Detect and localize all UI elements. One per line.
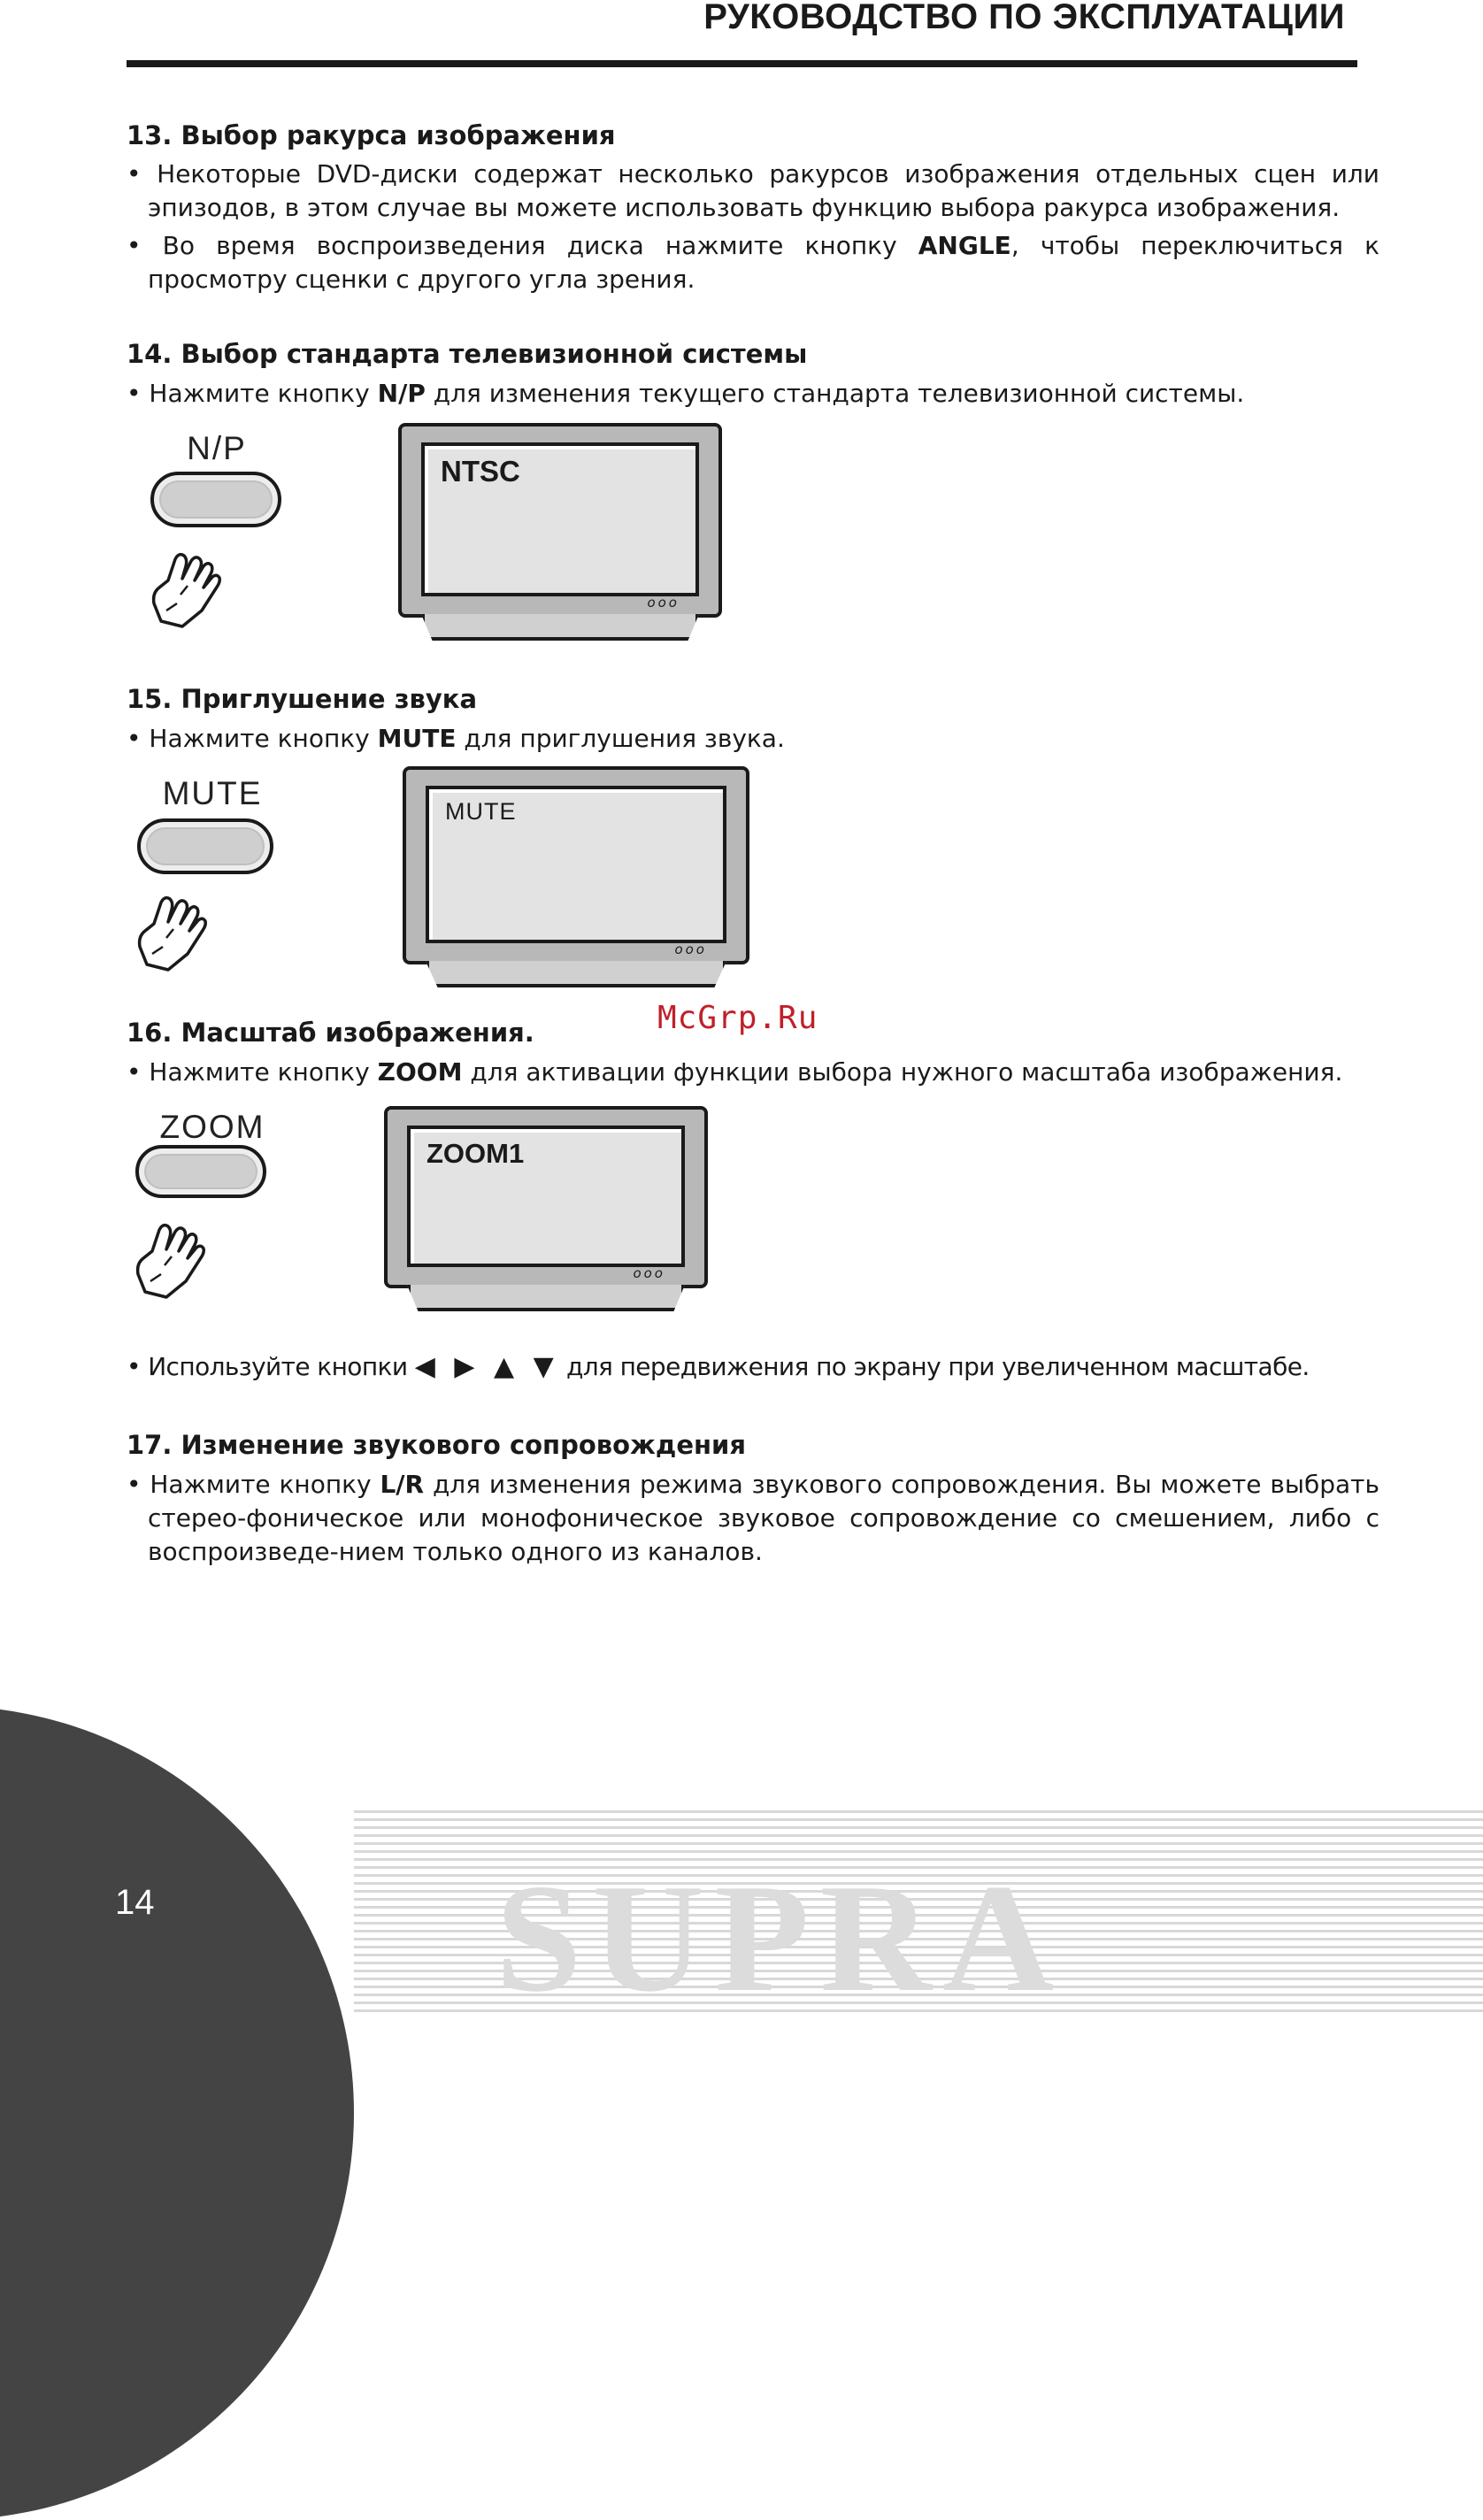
angle-key-label: ANGLE bbox=[918, 231, 1011, 260]
pointing-hand-icon bbox=[133, 1212, 212, 1301]
section-13-paragraph-1: • Некоторые DVD-диски содержат несколько ракурсов изображения отдельных сцен или эпизодов, в этом случае вы можете использовать функцию выбора ракурса изображения. bbox=[127, 159, 1379, 222]
section-15-paragraph-1: • Нажмите кнопку MUTE для приглушения звука. bbox=[127, 724, 785, 753]
lr-key-label: L/R bbox=[380, 1470, 425, 1499]
np-remote-label: N/P bbox=[187, 430, 247, 466]
zoom-key-label: ZOOM bbox=[377, 1057, 463, 1087]
mute-remote-button bbox=[137, 818, 273, 874]
arrow-keys-icons: ◀ ▶ ▲ ▼ bbox=[414, 1351, 559, 1382]
tv-screen bbox=[421, 442, 699, 596]
zoom-remote-button bbox=[135, 1145, 266, 1198]
zoom-remote-label: ZOOM bbox=[159, 1109, 265, 1145]
tv-control-dots: ooo bbox=[633, 1265, 665, 1281]
tv-screen bbox=[426, 786, 726, 943]
tv-screen bbox=[407, 1126, 685, 1267]
tv-stand bbox=[426, 961, 726, 987]
section-14-paragraph-1: • Нажмите кнопку N/P для изменения текущего стандарта телевизионной системы. bbox=[127, 379, 1245, 408]
tv-mute bbox=[403, 766, 749, 987]
section-17-heading: 17. Изменение звукового сопровождения bbox=[127, 1430, 746, 1460]
tv-control-dots: ooo bbox=[647, 595, 680, 611]
section-14-heading: 14. Выбор стандарта телевизионной системы bbox=[127, 339, 808, 369]
pointing-hand-icon bbox=[149, 542, 228, 630]
tv-osd-text: MUTE bbox=[445, 798, 517, 825]
footer-circle bbox=[0, 1706, 354, 2520]
tv-osd-text: NTSC bbox=[441, 455, 520, 488]
section-15-heading: 15. Приглушение звука bbox=[127, 684, 478, 714]
tv-control-dots: ooo bbox=[674, 941, 707, 957]
mute-remote-label: MUTE bbox=[162, 775, 263, 811]
pointing-hand-icon bbox=[134, 885, 214, 973]
section-16-paragraph-1: • Нажмите кнопку ZOOM для активации функции выбора нужного масштаба изображения. bbox=[127, 1057, 1343, 1087]
section-13-paragraph-2: • Во время воспроизведения диска нажмите кнопку ANGLE, чтобы переключиться к просмотру сценки с другого угла зрения. bbox=[127, 231, 1379, 294]
page-title: РУКОВОДСТВО ПО ЭКСПЛУАТАЦИИ bbox=[703, 0, 1345, 36]
section-16-paragraph-2: • Используйте кнопки ◀ ▶ ▲ ▼ для передвижения по экрану при увеличенном масштабе. bbox=[127, 1351, 1310, 1382]
section-17-paragraph-1: • Нажмите кнопку L/R для изменения режима звукового сопровождения. Вы можете выбрать стерео-фоническое или монофоническое звуковое сопровождение со смешением, либо с воспроизведе-нием только одного из каналов. bbox=[127, 1470, 1379, 1566]
watermark-text: McGrp.Ru bbox=[657, 1000, 818, 1036]
tv-stand bbox=[421, 614, 699, 641]
page-number: 14 bbox=[115, 1883, 155, 1922]
mute-key-label: MUTE bbox=[377, 724, 457, 753]
section-13-heading: 13. Выбор ракурса изображения bbox=[127, 120, 616, 150]
tv-ntsc bbox=[398, 423, 722, 641]
np-remote-button bbox=[150, 472, 281, 527]
section-16-heading: 16. Масштаб изображения. bbox=[127, 1018, 534, 1048]
tv-stand bbox=[407, 1285, 685, 1311]
page-header bbox=[127, 0, 1357, 67]
tv-osd-text: ZOOM1 bbox=[426, 1138, 525, 1169]
np-key-label: N/P bbox=[377, 379, 426, 408]
brand-logo: SUPRA bbox=[496, 1852, 1065, 2024]
tv-zoom bbox=[384, 1106, 708, 1311]
